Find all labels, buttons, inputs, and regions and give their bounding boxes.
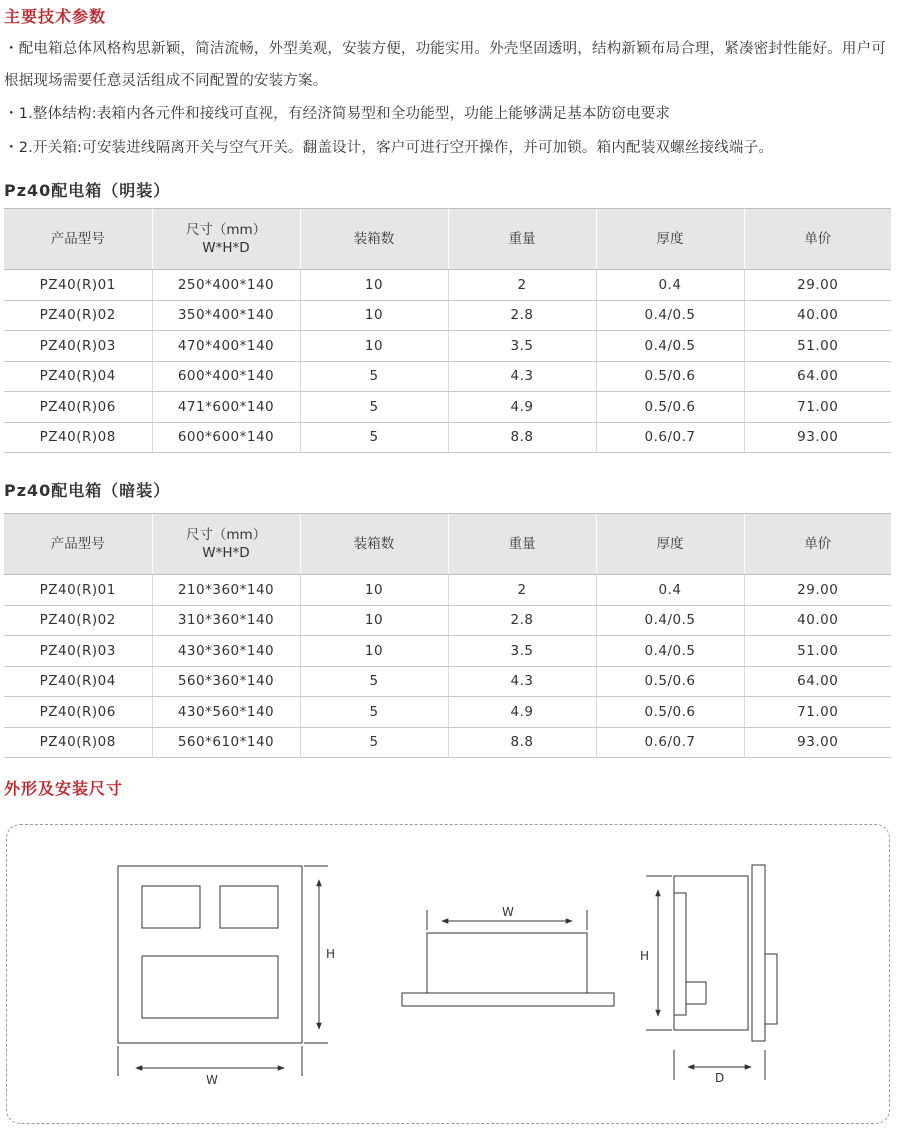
front-view-drawing bbox=[118, 866, 328, 1076]
cell-price: 51.00 bbox=[744, 331, 891, 362]
side-body bbox=[674, 876, 748, 1030]
cell-model: PZ40(R)02 bbox=[4, 300, 152, 331]
cell-size: 350*400*140 bbox=[152, 300, 300, 331]
cell-price: 51.00 bbox=[744, 636, 891, 667]
cell-thickness: 0.5/0.6 bbox=[596, 666, 744, 697]
cell-price: 71.00 bbox=[744, 392, 891, 423]
cell-weight: 8.8 bbox=[448, 422, 596, 453]
cell-weight: 2 bbox=[448, 575, 596, 606]
label-side-d: D bbox=[715, 1071, 725, 1085]
cell-weight: 4.9 bbox=[448, 392, 596, 423]
cell-model: PZ40(R)04 bbox=[4, 666, 152, 697]
top-box bbox=[427, 933, 587, 993]
cell-size: 600*400*140 bbox=[152, 361, 300, 392]
cell-weight: 2 bbox=[448, 270, 596, 301]
switchbox-paragraph: ・2.开关箱:可安装进线隔离开关与空气开关。翻盖设计，客户可进行空开操作，并可加锁。箱内配装双螺丝接线端子。 bbox=[4, 140, 774, 156]
cell-weight: 4.3 bbox=[448, 361, 596, 392]
cell-qty: 5 bbox=[300, 361, 448, 392]
side-front-cover bbox=[674, 893, 686, 1015]
cell-qty: 5 bbox=[300, 392, 448, 423]
cell-price: 93.00 bbox=[744, 727, 891, 758]
header-size-dims: W*H*D bbox=[202, 545, 250, 561]
header-size-unit: 尺寸（mm） bbox=[185, 222, 267, 238]
cell-weight: 8.8 bbox=[448, 727, 596, 758]
header-size-unit: 尺寸（mm） bbox=[185, 527, 267, 543]
diagram-title: 外形及安装尺寸 bbox=[4, 779, 124, 798]
table1-title: Pz40配电箱（明装） bbox=[4, 181, 171, 200]
cell-model: PZ40(R)06 bbox=[4, 697, 152, 728]
side-back-plate bbox=[752, 865, 765, 1041]
cell-qty: 5 bbox=[300, 666, 448, 697]
cell-weight: 3.5 bbox=[448, 636, 596, 667]
cell-thickness: 0.4/0.5 bbox=[596, 636, 744, 667]
header-thickness: 厚度 bbox=[596, 209, 744, 270]
front-panel bbox=[118, 866, 302, 1043]
cell-thickness: 0.6/0.7 bbox=[596, 422, 744, 453]
header-price: 单价 bbox=[744, 209, 891, 270]
front-window-right bbox=[220, 886, 278, 928]
cell-size: 210*360*140 bbox=[152, 575, 300, 606]
cell-weight: 3.5 bbox=[448, 331, 596, 362]
cell-size: 310*360*140 bbox=[152, 605, 300, 636]
cell-thickness: 0.4 bbox=[596, 270, 744, 301]
header-qty: 装箱数 bbox=[300, 514, 448, 575]
label-side-h: H bbox=[640, 949, 650, 963]
cell-model: PZ40(R)03 bbox=[4, 331, 152, 362]
cell-thickness: 0.4 bbox=[596, 575, 744, 606]
cell-model: PZ40(R)03 bbox=[4, 636, 152, 667]
cell-qty: 5 bbox=[300, 727, 448, 758]
cell-qty: 5 bbox=[300, 697, 448, 728]
header-price: 单价 bbox=[744, 514, 891, 575]
intro-paragraph: ・配电箱总体风格构思新颖，简洁流畅，外型美观，安装方便，功能实用。外壳坚固透明，结构新颖布局合理，紧凑密封性能好。用户可根据现场需要任意灵活组成不同配置的安装方案。 bbox=[4, 41, 886, 89]
cell-thickness: 0.5/0.6 bbox=[596, 361, 744, 392]
label-top-w: W bbox=[502, 905, 514, 919]
cell-model: PZ40(R)01 bbox=[4, 575, 152, 606]
label-front-w: W bbox=[206, 1073, 218, 1087]
cell-weight: 2.8 bbox=[448, 605, 596, 636]
front-window-left bbox=[142, 886, 200, 928]
cell-thickness: 0.4/0.5 bbox=[596, 331, 744, 362]
side-view-drawing bbox=[646, 865, 777, 1080]
cell-size: 470*400*140 bbox=[152, 331, 300, 362]
cell-qty: 10 bbox=[300, 605, 448, 636]
cell-size: 471*600*140 bbox=[152, 392, 300, 423]
header-model: 产品型号 bbox=[4, 514, 152, 575]
cell-model: PZ40(R)08 bbox=[4, 727, 152, 758]
header-model: 产品型号 bbox=[4, 209, 152, 270]
cell-price: 40.00 bbox=[744, 300, 891, 331]
cell-model: PZ40(R)02 bbox=[4, 605, 152, 636]
cell-qty: 10 bbox=[300, 575, 448, 606]
cell-thickness: 0.4/0.5 bbox=[596, 605, 744, 636]
header-thickness: 厚度 bbox=[596, 514, 744, 575]
cell-size: 250*400*140 bbox=[152, 270, 300, 301]
cell-price: 71.00 bbox=[744, 697, 891, 728]
side-rail bbox=[765, 954, 777, 1024]
cell-price: 64.00 bbox=[744, 361, 891, 392]
cell-model: PZ40(R)04 bbox=[4, 361, 152, 392]
cell-thickness: 0.5/0.6 bbox=[596, 392, 744, 423]
cell-size: 560*610*140 bbox=[152, 727, 300, 758]
table2-title: Pz40配电箱（暗装） bbox=[4, 481, 171, 500]
cell-model: PZ40(R)08 bbox=[4, 422, 152, 453]
cell-price: 64.00 bbox=[744, 666, 891, 697]
cell-price: 93.00 bbox=[744, 422, 891, 453]
cell-price: 40.00 bbox=[744, 605, 891, 636]
header-qty: 装箱数 bbox=[300, 209, 448, 270]
cell-price: 29.00 bbox=[744, 270, 891, 301]
cell-thickness: 0.5/0.6 bbox=[596, 697, 744, 728]
label-front-h: H bbox=[326, 947, 336, 961]
top-view-drawing bbox=[402, 910, 614, 1006]
cell-size: 430*560*140 bbox=[152, 697, 300, 728]
header-weight: 重量 bbox=[448, 514, 596, 575]
structure-paragraph: ・1.整体结构:表箱内各元件和接线可直视，有经济简易型和全功能型，功能上能够满足基本防窃电要求 bbox=[4, 106, 671, 122]
cell-qty: 10 bbox=[300, 270, 448, 301]
cell-model: PZ40(R)01 bbox=[4, 270, 152, 301]
cell-price: 29.00 bbox=[744, 575, 891, 606]
cell-model: PZ40(R)06 bbox=[4, 392, 152, 423]
header-size-dims: W*H*D bbox=[202, 240, 250, 256]
cell-weight: 4.9 bbox=[448, 697, 596, 728]
cell-qty: 10 bbox=[300, 636, 448, 667]
cell-qty: 10 bbox=[300, 331, 448, 362]
cell-qty: 5 bbox=[300, 422, 448, 453]
top-base-plate bbox=[402, 993, 614, 1006]
cell-size: 600*600*140 bbox=[152, 422, 300, 453]
main-title: 主要技术参数 bbox=[4, 7, 107, 26]
header-weight: 重量 bbox=[448, 209, 596, 270]
cell-qty: 10 bbox=[300, 300, 448, 331]
cell-weight: 4.3 bbox=[448, 666, 596, 697]
cell-thickness: 0.6/0.7 bbox=[596, 727, 744, 758]
cell-size: 560*360*140 bbox=[152, 666, 300, 697]
front-window-bottom bbox=[142, 956, 278, 1018]
cell-weight: 2.8 bbox=[448, 300, 596, 331]
side-handle bbox=[686, 982, 706, 1004]
cell-thickness: 0.4/0.5 bbox=[596, 300, 744, 331]
cell-size: 430*360*140 bbox=[152, 636, 300, 667]
